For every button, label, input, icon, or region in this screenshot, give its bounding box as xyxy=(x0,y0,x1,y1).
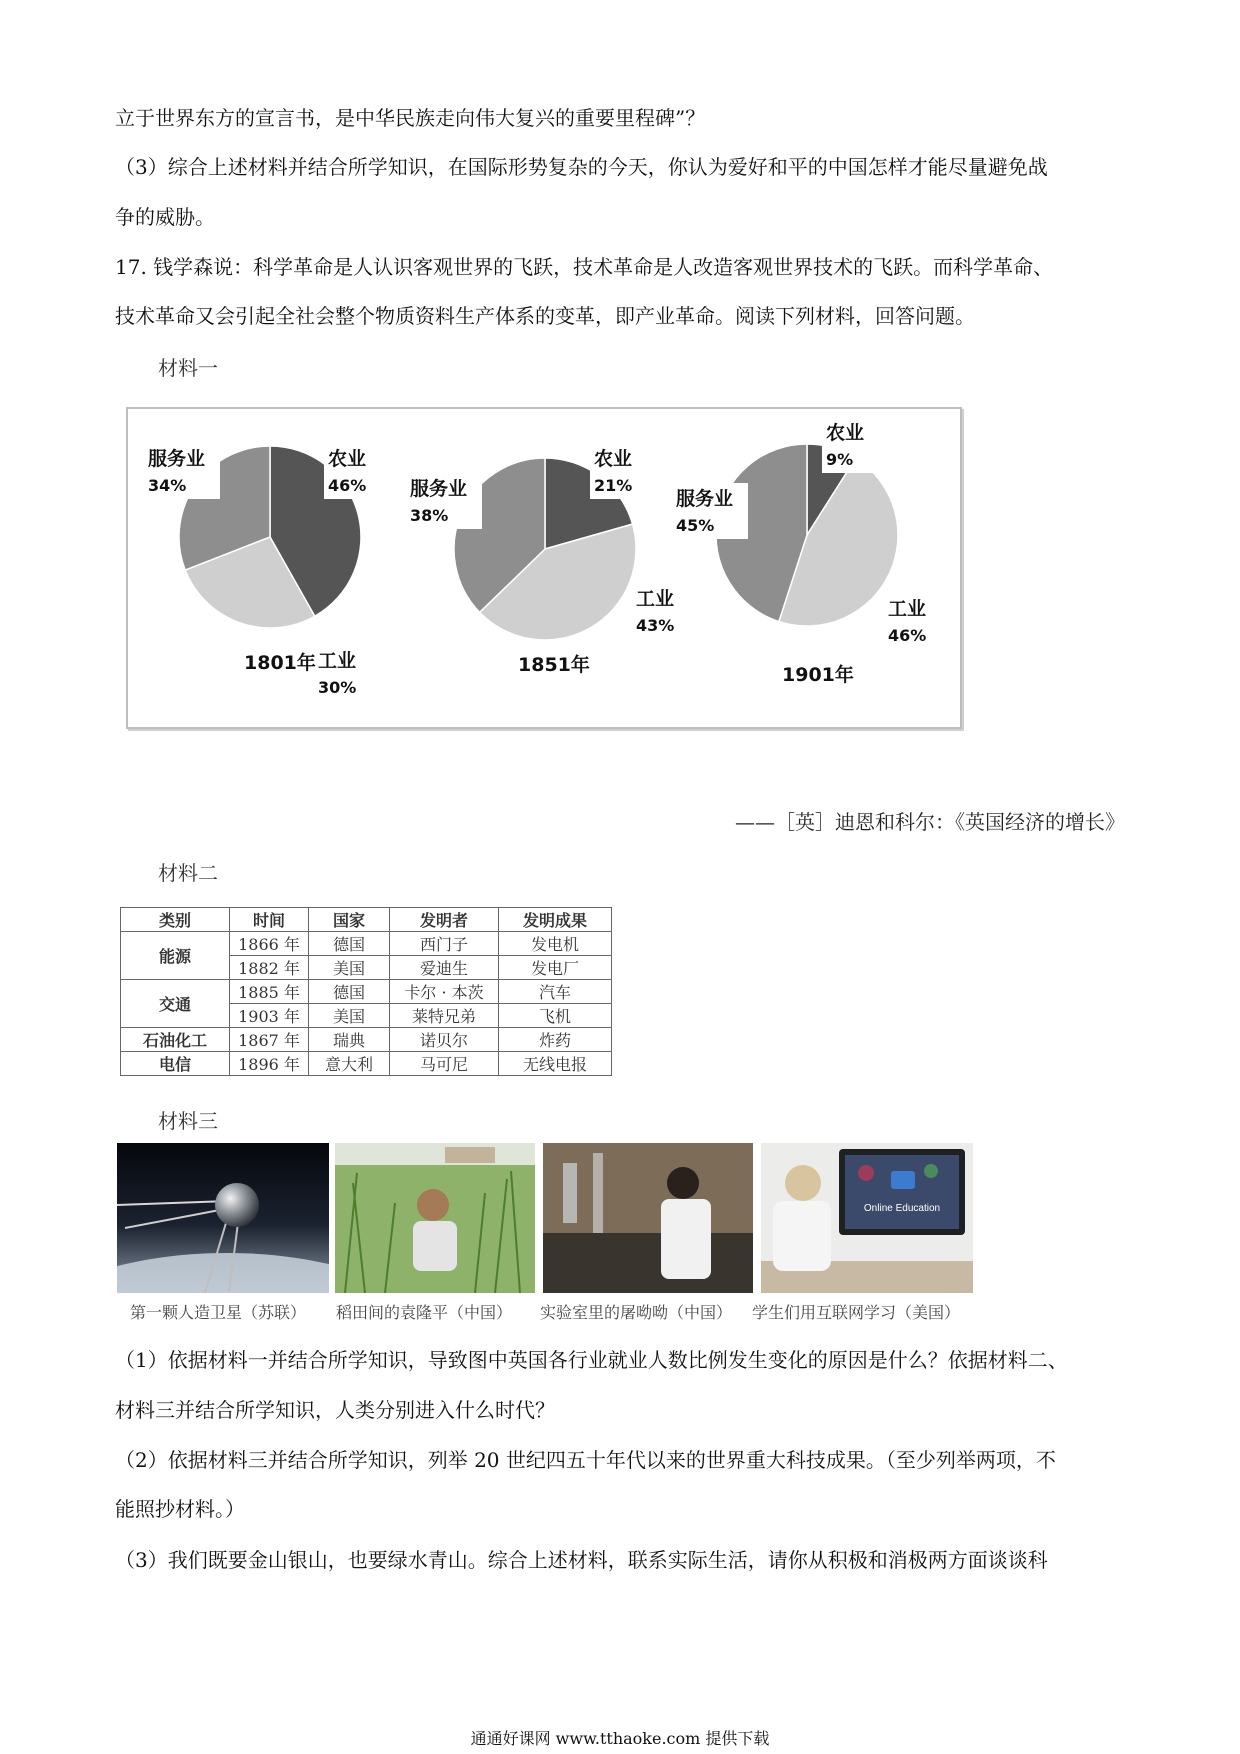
pie-charts-panel xyxy=(126,407,962,729)
material-2-label: 材料二 xyxy=(158,861,218,885)
question-17-intro: 17. 钱学森说：科学革命是人认识客观世界的飞跃，技术革命是人改造客观世界技术的飞跃。而科学革命、 xyxy=(115,255,1054,279)
pie-charts-svg xyxy=(128,409,960,727)
material-1-label: 材料一 xyxy=(158,356,218,380)
table-cell-category: 石油化工 xyxy=(121,1028,230,1052)
table-row xyxy=(121,1052,612,1076)
pie-category-label: 工业 xyxy=(318,650,357,672)
pie-category-label: 农业 xyxy=(826,422,865,444)
table-cell: 飞机 xyxy=(499,1004,612,1028)
table-header: 类别 xyxy=(121,908,230,932)
pie-percent-label: 46% xyxy=(328,476,367,495)
table-cell: 汽车 xyxy=(499,980,612,1004)
screen-text: Online Education xyxy=(863,1203,941,1214)
photo-caption-lab: 实验室里的屠呦呦（中国） xyxy=(540,1303,733,1322)
pie-percent-label: 9% xyxy=(826,450,854,469)
table-cell: 德国 xyxy=(309,932,390,956)
pie-category-label: 服务业 xyxy=(148,448,206,470)
table-cell: 1896 年 xyxy=(230,1052,309,1076)
pie-category-label: 工业 xyxy=(636,588,675,610)
table-cell: 美国 xyxy=(309,956,390,980)
table-cell: 爱迪生 xyxy=(390,956,499,980)
pie-category-label: 工业 xyxy=(888,598,927,620)
satellite-photo xyxy=(117,1143,329,1293)
table-cell: 发电厂 xyxy=(499,956,612,980)
table-cell: 炸药 xyxy=(499,1028,612,1052)
laboratory-photo xyxy=(543,1143,753,1293)
pie-category-label: 农业 xyxy=(594,448,633,470)
table-cell-category: 能源 xyxy=(121,932,230,980)
question-2: （2）依据材料三并结合所学知识，列举 20 世纪四五十年代以来的世界重大科技成果。（至少列举两项，不 xyxy=(115,1448,1056,1472)
table-cell: 诺贝尔 xyxy=(390,1028,499,1052)
table-row xyxy=(121,932,612,956)
table-cell: 瑞典 xyxy=(309,1028,390,1052)
table-cell: 1867 年 xyxy=(230,1028,309,1052)
inventions-table xyxy=(120,907,612,1076)
table-cell: 卡尔 · 本茨 xyxy=(390,980,499,1004)
question-17-intro-cont: 技术革命又会引起全社会整个物质资料生产体系的变革，即产业革命。阅读下列材料，回答问题。 xyxy=(115,304,975,328)
rice-field-photo xyxy=(335,1143,535,1293)
table-cell: 意大利 xyxy=(309,1052,390,1076)
pie-percent-label: 21% xyxy=(594,476,633,495)
table-cell: 1885 年 xyxy=(230,980,309,1004)
pie-category-label: 服务业 xyxy=(410,478,468,500)
material-3-label: 材料三 xyxy=(158,1109,218,1133)
pie-percent-label: 38% xyxy=(410,506,449,525)
table-cell: 马可尼 xyxy=(390,1052,499,1076)
table-cell: 1882 年 xyxy=(230,956,309,980)
pie-category-label: 农业 xyxy=(328,448,367,470)
table-header: 发明成果 xyxy=(499,908,612,932)
table-cell-category: 电信 xyxy=(121,1052,230,1076)
table-cell: 1866 年 xyxy=(230,932,309,956)
pie-percent-label: 30% xyxy=(318,678,357,697)
table-cell: 1903 年 xyxy=(230,1004,309,1028)
text-line-1: 立于世界东方的宣言书，是中华民族走向伟大复兴的重要里程碑”？ xyxy=(115,106,706,130)
table-cell: 发电机 xyxy=(499,932,612,956)
table-header: 国家 xyxy=(309,908,390,932)
photo-caption-satellite: 第一颗人造卫星（苏联） xyxy=(130,1303,307,1322)
photo-caption-internet: 学生们用互联网学习（美国） xyxy=(752,1303,961,1322)
photo-caption-rice: 稻田间的袁隆平（中国） xyxy=(336,1303,513,1322)
pie-year-label: 1801年 xyxy=(244,652,316,674)
table-cell-category: 交通 xyxy=(121,980,230,1028)
table-cell: 德国 xyxy=(309,980,390,1004)
question-3-prev: （3）综合上述材料并结合所学知识，在国际形势复杂的今天，你认为爱好和平的中国怎样才能尽量避免战 xyxy=(115,155,1048,179)
pie-percent-label: 43% xyxy=(636,616,675,635)
source-citation: ——［英］迪恩和科尔：《英国经济的增长》 xyxy=(735,810,1125,834)
table-row xyxy=(121,980,612,1004)
pie-year-label: 1901年 xyxy=(782,664,854,686)
table-header: 发明者 xyxy=(390,908,499,932)
question-3-prev-cont: 争的威胁。 xyxy=(115,205,215,229)
online-learning-photo xyxy=(761,1143,973,1293)
table-header-row xyxy=(121,908,612,932)
question-1: （1）依据材料一并结合所学知识，导致图中英国各行业就业人数比例发生变化的原因是什么？依据材料二、 xyxy=(115,1348,1068,1372)
pie-category-label: 服务业 xyxy=(676,488,734,510)
pie-percent-label: 46% xyxy=(888,626,927,645)
table-cell: 无线电报 xyxy=(499,1052,612,1076)
pie-percent-label: 34% xyxy=(148,476,187,495)
pie-percent-label: 45% xyxy=(676,516,715,535)
question-1-cont: 材料三并结合所学知识，人类分别进入什么时代？ xyxy=(115,1398,555,1422)
question-2-cont: 能照抄材料。） xyxy=(115,1497,245,1521)
table-cell: 西门子 xyxy=(390,932,499,956)
page-footer: 通通好课网 www.tthaoke.com 提供下载 xyxy=(470,1729,770,1748)
table-row xyxy=(121,1028,612,1052)
pie-year-label: 1851年 xyxy=(518,654,590,676)
table-header: 时间 xyxy=(230,908,309,932)
table-cell: 美国 xyxy=(309,1004,390,1028)
question-3: （3）我们既要金山银山，也要绿水青山。综合上述材料，联系实际生活，请你从积极和消极两方面谈谈科 xyxy=(115,1548,1048,1572)
table-cell: 莱特兄弟 xyxy=(390,1004,499,1028)
